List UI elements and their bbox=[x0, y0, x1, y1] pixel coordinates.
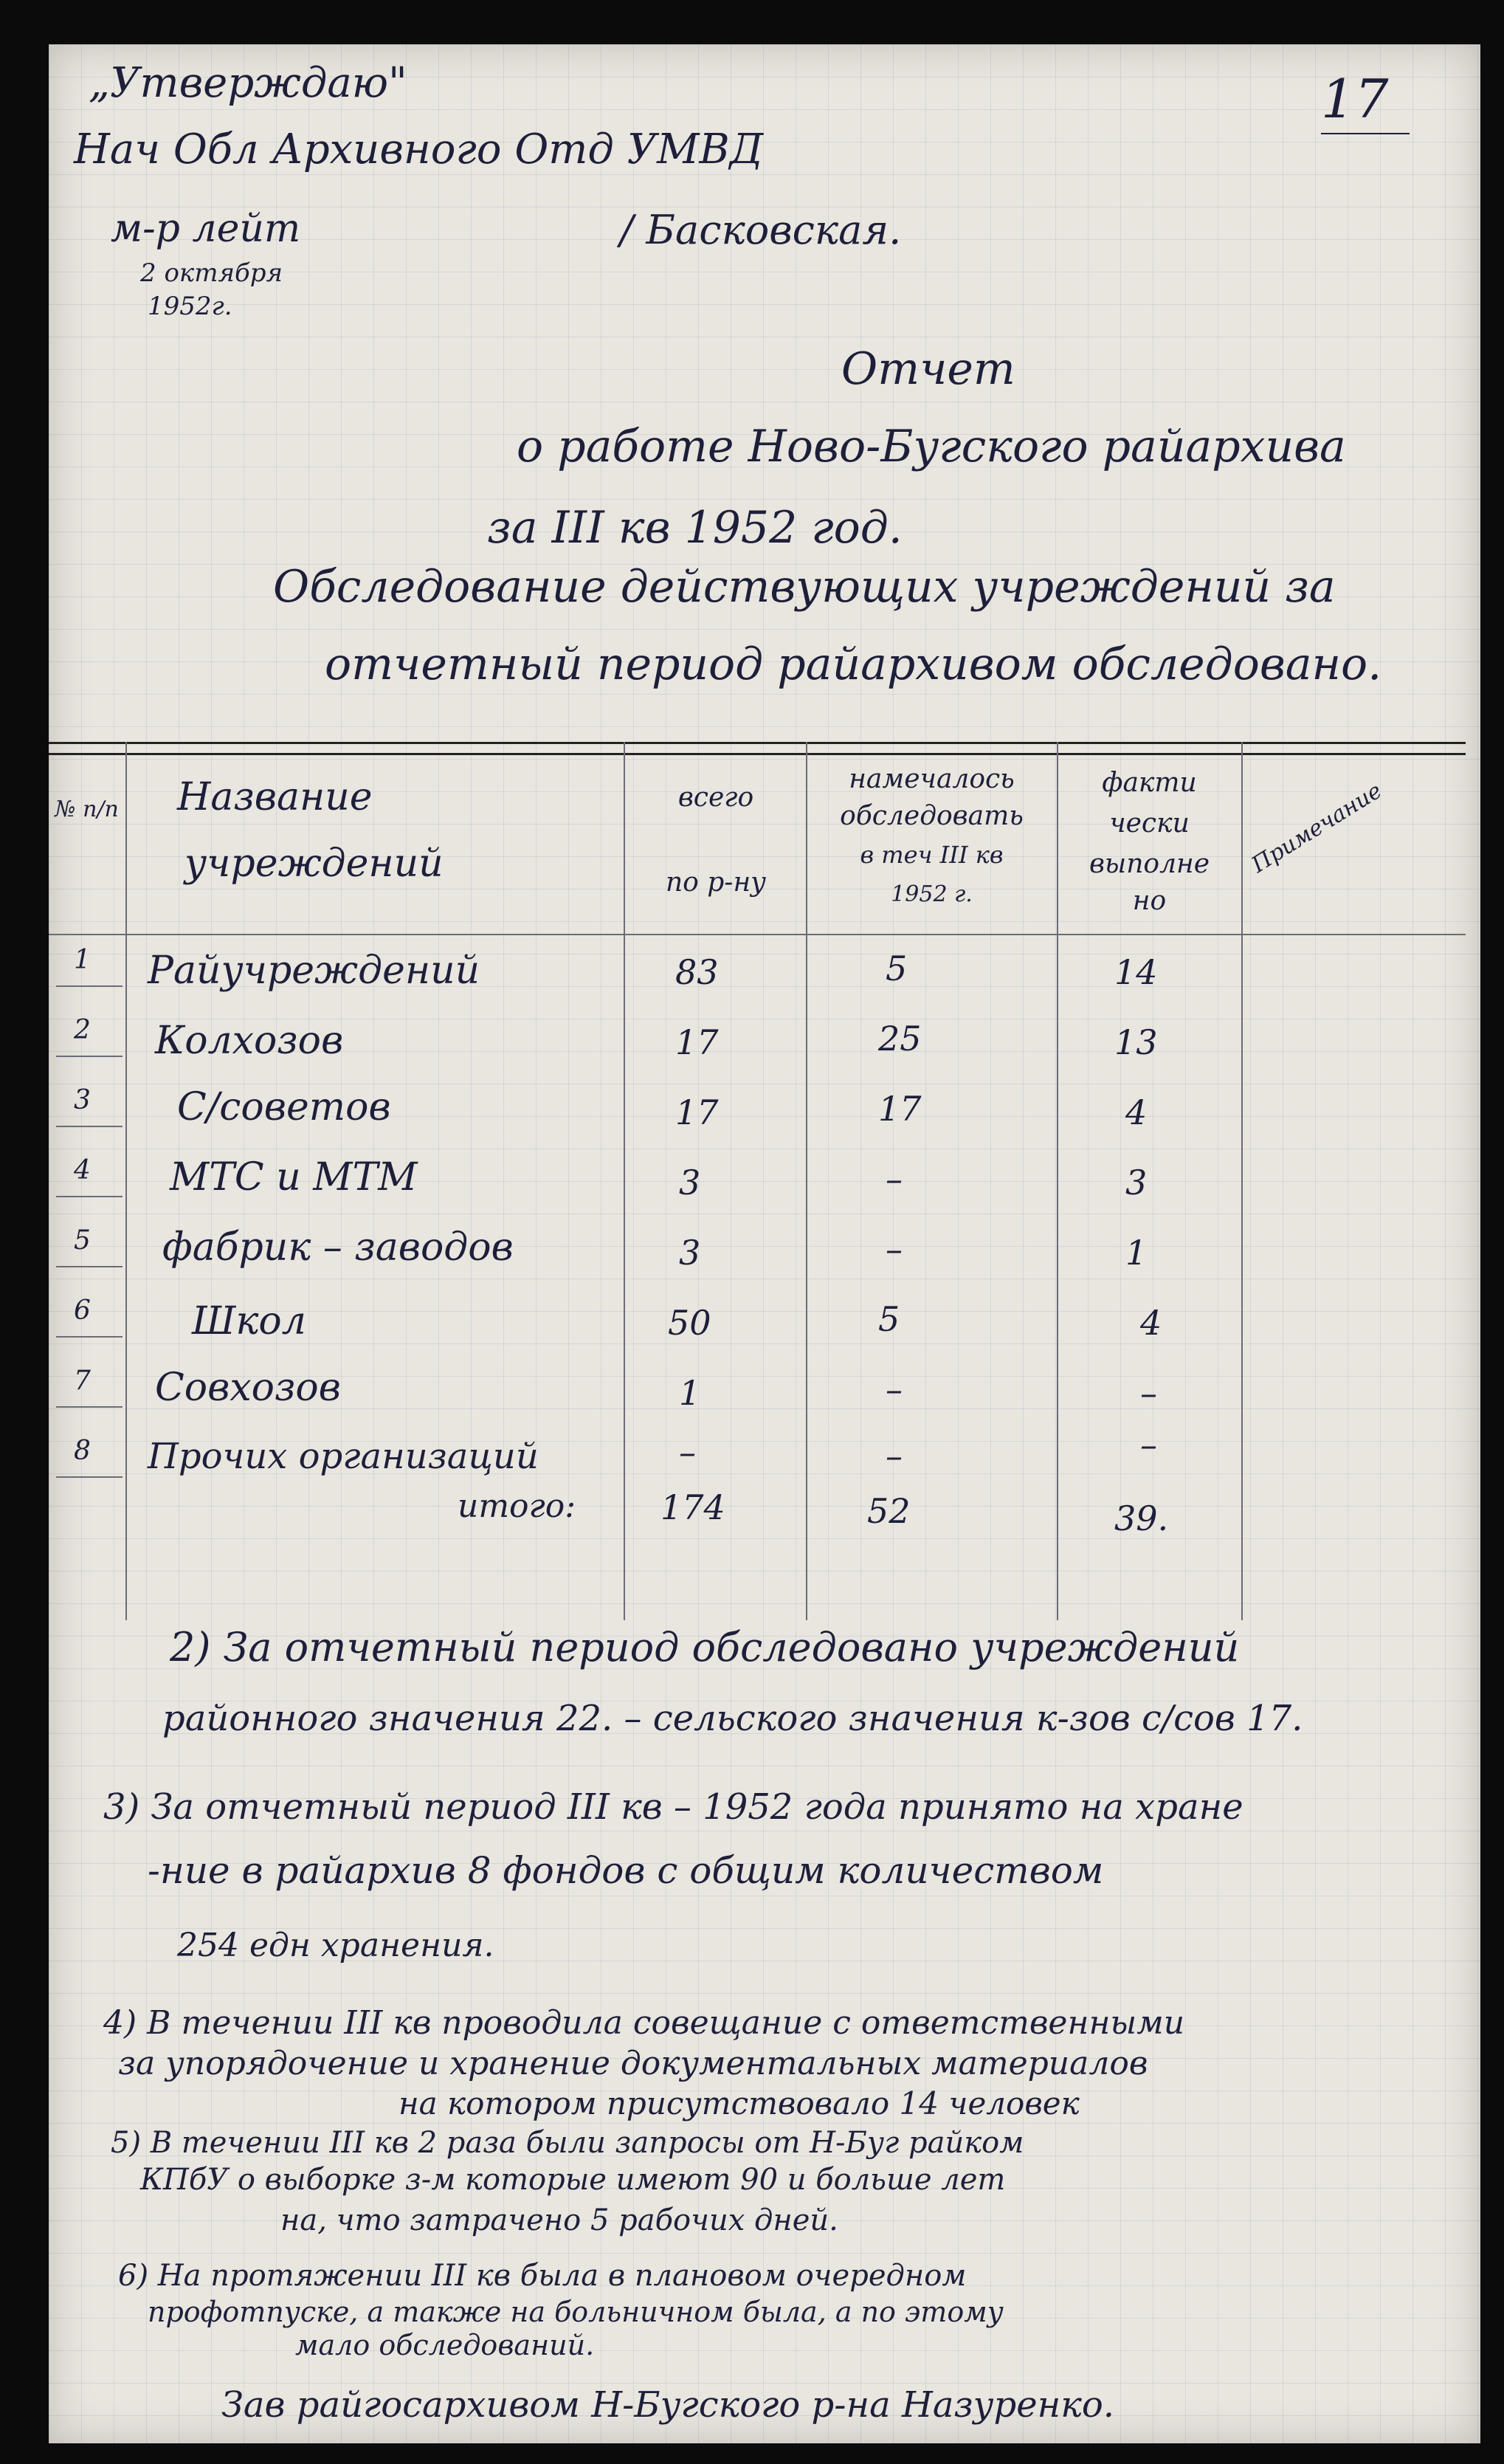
approval-signature: / Басковская. bbox=[620, 207, 902, 253]
row-2-name: Колхозов bbox=[155, 1019, 344, 1063]
row-5-name: фабрик – заводов bbox=[162, 1225, 514, 1270]
approval-position: Нач Обл Архивного Отд УМВД bbox=[74, 125, 764, 173]
paragraph-3-line1: 3) За отчетный период III кв – 1952 года принято на хране bbox=[103, 1786, 1243, 1828]
page-number: 17 bbox=[1321, 68, 1389, 130]
row-1-num: 1 bbox=[74, 945, 91, 975]
row-8-name: Прочих организаций bbox=[148, 1436, 539, 1477]
table-col-line-5 bbox=[1241, 742, 1243, 1620]
table-col-line-3 bbox=[806, 742, 807, 1620]
row-7-planned: – bbox=[886, 1369, 903, 1409]
header-actual-line1: факти bbox=[1102, 768, 1197, 798]
approval-title: „Утверждаю" bbox=[89, 59, 407, 107]
row-7-actual: – bbox=[1140, 1373, 1157, 1413]
row-6-planned: 5 bbox=[878, 1299, 900, 1339]
paragraph-3-line3: 254 едн хранения. bbox=[177, 1927, 494, 1964]
row-num-underline bbox=[56, 1126, 123, 1127]
row-4-actual: 3 bbox=[1125, 1163, 1148, 1202]
paragraph-6-line3: мало обследований. bbox=[295, 2329, 595, 2361]
table-col-line-4 bbox=[1057, 742, 1058, 1620]
paragraph-5-line1: 5) В течении III кв 2 раза были запросы от Н-Буг райком bbox=[111, 2126, 1024, 2160]
row-3-planned: 17 bbox=[878, 1089, 922, 1129]
row-6-actual: 4 bbox=[1140, 1303, 1162, 1343]
row-2-total: 17 bbox=[675, 1022, 719, 1062]
row-num-underline bbox=[56, 1056, 123, 1057]
header-planned-line3: в теч III кв bbox=[860, 841, 1004, 869]
section1-line2: отчетный период райархивом обследовано. bbox=[325, 639, 1382, 690]
row-8-total: – bbox=[679, 1432, 696, 1472]
row-4-total: 3 bbox=[679, 1163, 701, 1202]
header-planned-line4: 1952 г. bbox=[891, 881, 973, 907]
header-name-line1: Название bbox=[177, 775, 373, 819]
paragraph-4-line1: 4) В течении III кв проводила совещание с ответственными bbox=[103, 2004, 1185, 2042]
row-num-underline bbox=[56, 1336, 123, 1338]
row-5-total: 3 bbox=[679, 1233, 701, 1273]
table-col-line-2 bbox=[624, 742, 625, 1620]
report-subtitle-1: о работе Ново-Бугского райархива bbox=[517, 421, 1346, 472]
row-7-total: 1 bbox=[679, 1373, 701, 1413]
header-planned-line2: обследовать bbox=[840, 801, 1024, 831]
table-top-rule-1 bbox=[49, 742, 1466, 744]
row-8-actual: – bbox=[1140, 1425, 1157, 1465]
paragraph-2-line1: 2) За отчетный период обследовано учреждений bbox=[170, 1624, 1240, 1670]
report-title: Отчет bbox=[841, 343, 1015, 395]
header-planned-line1: намечалось bbox=[849, 764, 1015, 794]
paragraph-2-line2: районного значения 22. – сельского значения к-зов с/сов 17. bbox=[162, 1698, 1303, 1739]
section1-line1: Обследование действующих учреждений за bbox=[273, 561, 1336, 613]
row-7-num: 7 bbox=[74, 1366, 91, 1396]
totals-actual: 39. bbox=[1114, 1498, 1169, 1538]
paragraph-6-line1: 6) На протяжении III кв была в плановом очередном bbox=[118, 2259, 967, 2293]
header-num: № п/п bbox=[55, 796, 119, 822]
page-number-underline bbox=[1321, 133, 1410, 134]
row-2-num: 2 bbox=[74, 1015, 91, 1045]
row-3-total: 17 bbox=[675, 1092, 719, 1132]
row-3-actual: 4 bbox=[1125, 1092, 1148, 1132]
header-total-line1: всего bbox=[677, 782, 754, 813]
row-num-underline bbox=[56, 1476, 123, 1478]
totals-label: итого: bbox=[458, 1487, 576, 1525]
row-5-planned: – bbox=[886, 1229, 903, 1269]
row-5-actual: 1 bbox=[1125, 1233, 1148, 1273]
row-6-name: Школ bbox=[192, 1299, 306, 1343]
header-total-line2: по р-ну bbox=[665, 867, 767, 898]
row-1-name: Райучреждений bbox=[148, 949, 480, 993]
row-num-underline bbox=[56, 1266, 123, 1267]
paragraph-4-line3: на котором присутствовало 14 человек bbox=[399, 2085, 1080, 2121]
row-1-actual: 14 bbox=[1114, 952, 1158, 992]
approval-date-line1: 2 октября bbox=[140, 258, 283, 288]
header-name-line2: учреждений bbox=[184, 842, 444, 886]
paragraph-3-line2: -ние в райархив 8 фондов с общим количеством bbox=[148, 1849, 1104, 1892]
paragraph-6-line2: профотпуске, а также на больничном была, а по этому bbox=[148, 2296, 1004, 2328]
approval-date-line2: 1952г. bbox=[148, 292, 232, 321]
row-num-underline bbox=[56, 1406, 123, 1408]
report-subtitle-2: за III кв 1952 год. bbox=[487, 502, 903, 554]
totals-planned: 52 bbox=[867, 1491, 911, 1531]
footer-signature: Зав райгосархивом Н-Бугского р-на Назуренко. bbox=[221, 2384, 1115, 2426]
row-4-num: 4 bbox=[74, 1155, 91, 1185]
row-num-underline bbox=[56, 985, 123, 987]
table-header-rule bbox=[49, 934, 1466, 935]
header-actual-line4: но bbox=[1132, 886, 1167, 916]
header-note: Примечание bbox=[1247, 777, 1387, 878]
row-2-planned: 25 bbox=[878, 1019, 922, 1059]
row-2-actual: 13 bbox=[1114, 1022, 1158, 1062]
row-3-name: С/советов bbox=[177, 1085, 391, 1129]
row-7-name: Совхозов bbox=[155, 1366, 341, 1410]
totals-total: 174 bbox=[660, 1487, 725, 1527]
row-6-num: 6 bbox=[74, 1295, 91, 1326]
row-4-planned: – bbox=[886, 1159, 903, 1199]
row-8-num: 8 bbox=[74, 1436, 91, 1466]
row-5-num: 5 bbox=[74, 1225, 91, 1256]
row-1-planned: 5 bbox=[886, 949, 908, 988]
row-6-total: 50 bbox=[668, 1303, 711, 1343]
row-3-num: 3 bbox=[74, 1085, 91, 1115]
row-8-planned: – bbox=[886, 1436, 903, 1476]
table-col-line-1 bbox=[125, 742, 127, 1620]
header-actual-line3: выполне bbox=[1089, 849, 1210, 879]
row-num-underline bbox=[56, 1196, 123, 1197]
row-4-name: МТС и МТМ bbox=[170, 1155, 418, 1200]
paragraph-5-line2: КПбУ о выборке з-м которые имеют 90 и больше лет bbox=[140, 2163, 1006, 2197]
row-1-total: 83 bbox=[675, 952, 719, 992]
paragraph-5-line3: на, что затрачено 5 рабочих дней. bbox=[280, 2203, 838, 2237]
paragraph-4-line2: за упорядочение и хранение документальных материалов bbox=[118, 2045, 1148, 2082]
approval-rank: м-р лейт bbox=[111, 207, 301, 251]
header-actual-line2: чески bbox=[1109, 808, 1190, 839]
table-top-rule-2 bbox=[49, 753, 1466, 755]
